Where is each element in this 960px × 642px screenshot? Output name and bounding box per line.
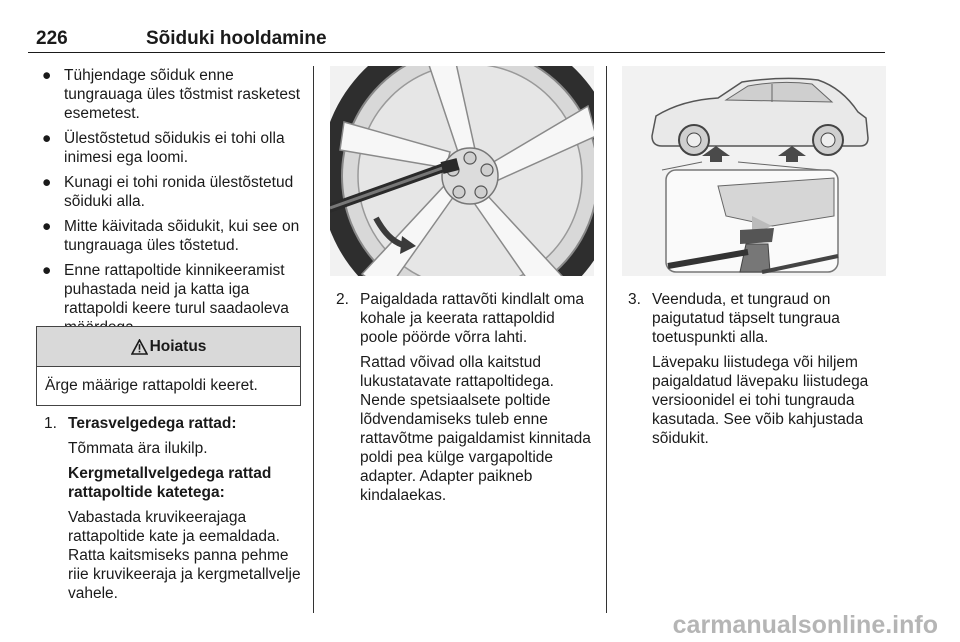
step-1 (44, 414, 306, 609)
watermark: carmanualsonline.info (672, 611, 938, 639)
list-item: ● Ülestõstetud sõidukis ei tohi olla inimesi ega loomi. (42, 130, 285, 166)
step-number: 2. (336, 291, 349, 308)
warning-box (36, 326, 301, 406)
step-text: Tõmmata ära ilukilp. (68, 440, 208, 457)
step-heading: Terasvelgedega rattad: (68, 415, 237, 432)
bullet-icon: ● (42, 218, 52, 235)
car-jack-illustration (622, 66, 886, 276)
warning-triangle-icon (131, 339, 148, 355)
step-number: 3. (628, 291, 641, 308)
step-text: Rattad võivad olla kaitstud lukustatavate rattapoltidega. Nende spetsiaalsete poltide lõdvendamiseks tuleb enne rattavõtme paigaldamist kinnitada poldi pea külge vargapoltide adapter. Adapter paikneb kindalaekas. (360, 354, 591, 504)
bullet-icon: ● (42, 262, 52, 279)
bullet-icon: ● (42, 67, 52, 84)
page-title: Sõiduki hooldamine (146, 28, 327, 49)
step-text: Vabastada kruvikeerajaga rattapoltide kate ja eemaldada. Ratta kaitsmiseks panna pehme riie kruvikeeraja ja kergmetallvelje vahele. (68, 509, 301, 602)
step-text: Paigaldada rattavõti kindlalt oma kohale ja keerata rattapoldid poole pöörde võrra lahti. (360, 291, 585, 346)
step-number: 1. (44, 415, 57, 432)
step-heading: Kergmetallvelgedega rattad rattapoltide katetega: (68, 465, 272, 501)
list-item: ● Enne rattapoltide kinnikeeramist puhastada neid ja katta iga rattapoldi keere turul saadaoleva (42, 262, 289, 317)
bullet-icon: ● (42, 130, 52, 147)
warning-title: Hoiatus (149, 338, 207, 355)
step-text: Lävepaku liistudega või hiljem paigaldatud lävepaku liistudega versioonidel ei tohi tungrauda kasutada. See võib kahjustada sõidukit. (652, 354, 869, 447)
step-3 (628, 290, 886, 454)
step-2 (336, 290, 594, 511)
list-item: ● Kunagi ei tohi ronida ülestõstetud sõiduki alla. (42, 174, 294, 210)
page-number: 226 (36, 28, 68, 49)
bullet-icon: ● (42, 174, 52, 191)
safety-bullet-list (36, 66, 302, 343)
column-divider-1 (313, 66, 314, 613)
step-text: Veenduda, et tungraud on paigutatud täpselt tungraua toetuspunkti alla. (652, 291, 840, 346)
list-item: ● Mitte käivitada sõidukit, kui see on tungrauaga üles tõstetud. (42, 218, 300, 254)
warning-text: Ärge määrige rattapoldi keeret. (45, 377, 258, 394)
page-header (28, 26, 885, 53)
warning-header (37, 327, 300, 367)
list-item: ● Tühjendage sõiduk enne tungrauaga üles tõstmist rasketest esemetest. (42, 67, 301, 122)
wheel-wrench-illustration (330, 66, 594, 276)
column-divider-2 (606, 66, 607, 613)
